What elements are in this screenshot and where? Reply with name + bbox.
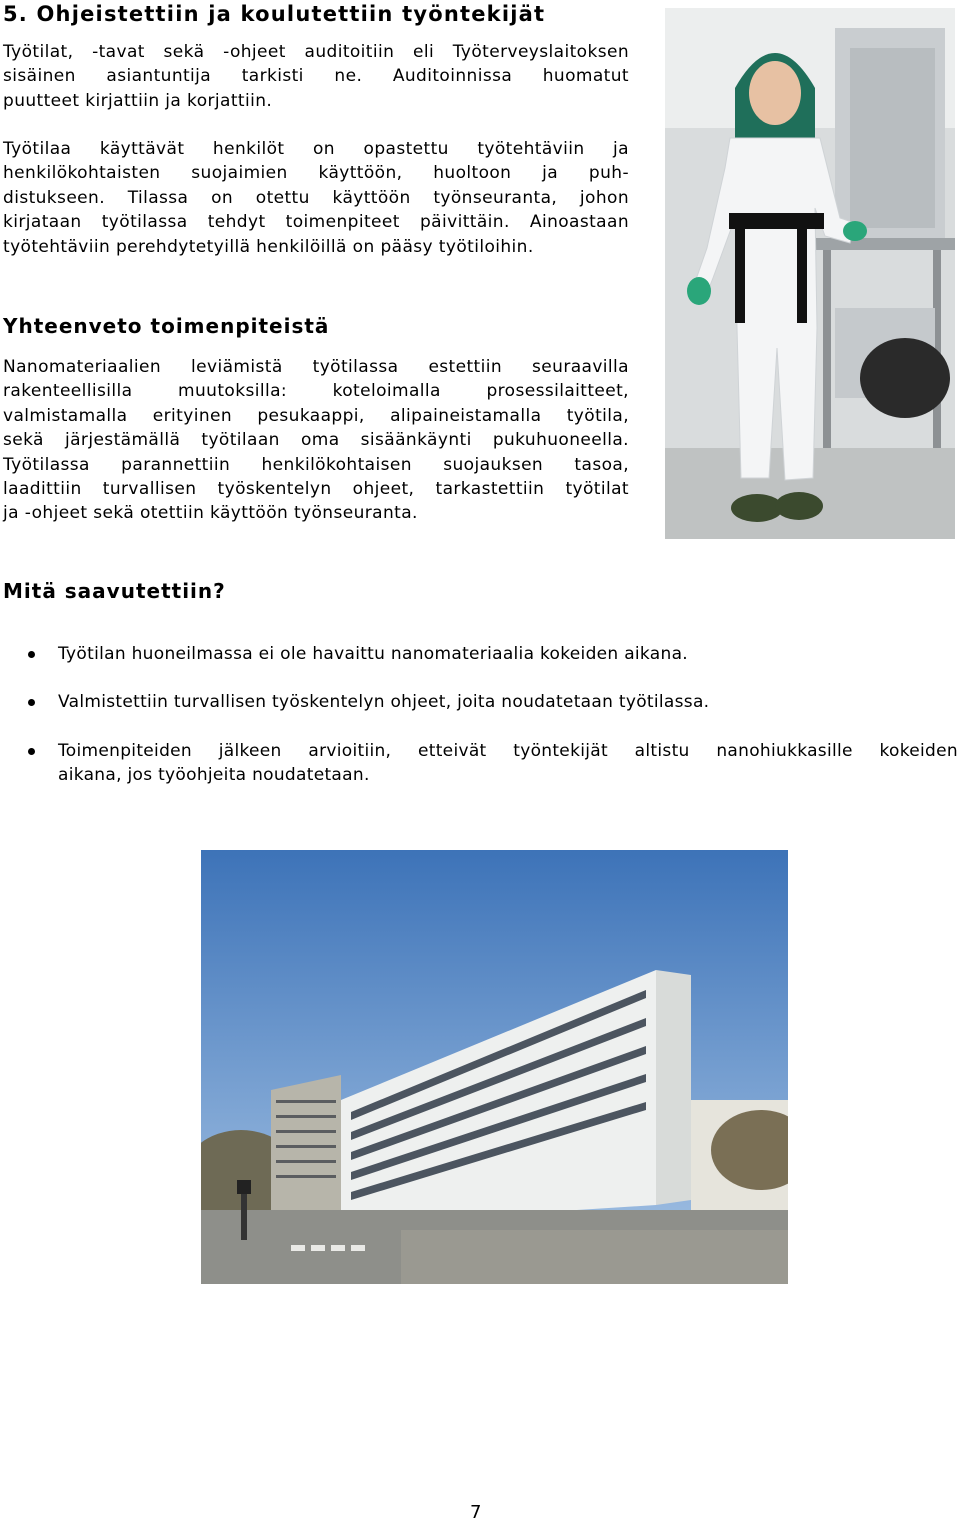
bullet-icon <box>28 748 35 755</box>
text-line: Valmistettiin turvallisen työskentelyn ohjeet, joita noudatetaan työtilassa. <box>58 692 710 713</box>
section-heading: 5. Ohjeistettiin ja koulutettiin työntekijät <box>3 2 546 26</box>
worker-protective-suit-photo <box>665 8 955 539</box>
paragraph-training <box>3 137 629 259</box>
text-line: Nanomateriaalien leviämistä työtilassa estettiin seuraavilla <box>3 357 629 377</box>
list-item <box>0 739 958 788</box>
text-line: ja -ohjeet sekä otettiin käyttöön työnseuranta. <box>3 503 418 524</box>
text-line: puutteet kirjattiin ja korjattiin. <box>3 90 273 111</box>
list-item <box>0 690 958 714</box>
summary-heading: Yhteenveto toimenpiteistä <box>3 314 330 338</box>
bullet-icon <box>28 651 35 658</box>
list-item <box>0 642 958 666</box>
text-line: henkilökohtaisten suojaimien käyttöön, huoltoon ja puh- <box>3 163 629 184</box>
paragraph-summary <box>3 355 629 526</box>
results-list <box>0 642 958 812</box>
text-line: Työtilassa parannettiin henkilökohtaisen suojauksen tasoa, <box>3 454 629 475</box>
text-line: rakenteellisilla muutoksilla: koteloimalla prosessilaitteet, <box>3 381 629 402</box>
text-line: distukseen. Tilassa on otettu käyttöön työnseuranta, johon <box>3 187 629 208</box>
results-heading: Mitä saavutettiin? <box>3 579 226 603</box>
text-line: työtehtäviin perehdytetyillä henkilöillä on pääsy työtiloihin. <box>3 236 534 257</box>
text-line: Toimenpiteiden jälkeen arvioitiin, etteivät työntekijät altistu nanohiukkasille kokeiden <box>58 740 958 761</box>
institute-building-photo <box>201 850 788 1284</box>
text-line: Työtilan huoneilmassa ei ole havaittu nanomateriaalia kokeiden aikana. <box>58 644 688 664</box>
page-number: 7 <box>470 1502 482 1523</box>
text-line: Työtilaa käyttävät henkilöt on opastettu työtehtäviin ja <box>3 139 629 159</box>
text-line: sekä järjestämällä työtilaan oma sisäänkäynti pukuhuoneella. <box>3 430 629 451</box>
text-line: aikana, jos työohjeita noudatetaan. <box>58 765 370 786</box>
bullet-icon <box>28 699 35 706</box>
paragraph-audit <box>3 40 629 113</box>
text-line: valmistamalla erityinen pesukaappi, alipaineistamalla työtila, <box>3 405 629 426</box>
text-line: laadittiin turvallisen työskentelyn ohjeet, tarkastettiin työtilat <box>3 478 629 499</box>
text-line: kirjataan työtilassa tehdyt toimenpiteet päivittäin. Ainoastaan <box>3 212 629 233</box>
text-line: Työtilat, -tavat sekä -ohjeet auditoitiin eli Työterveyslaitoksen <box>3 42 629 62</box>
text-line: sisäinen asiantuntija tarkisti ne. Auditoinnissa huomatut <box>3 66 629 87</box>
